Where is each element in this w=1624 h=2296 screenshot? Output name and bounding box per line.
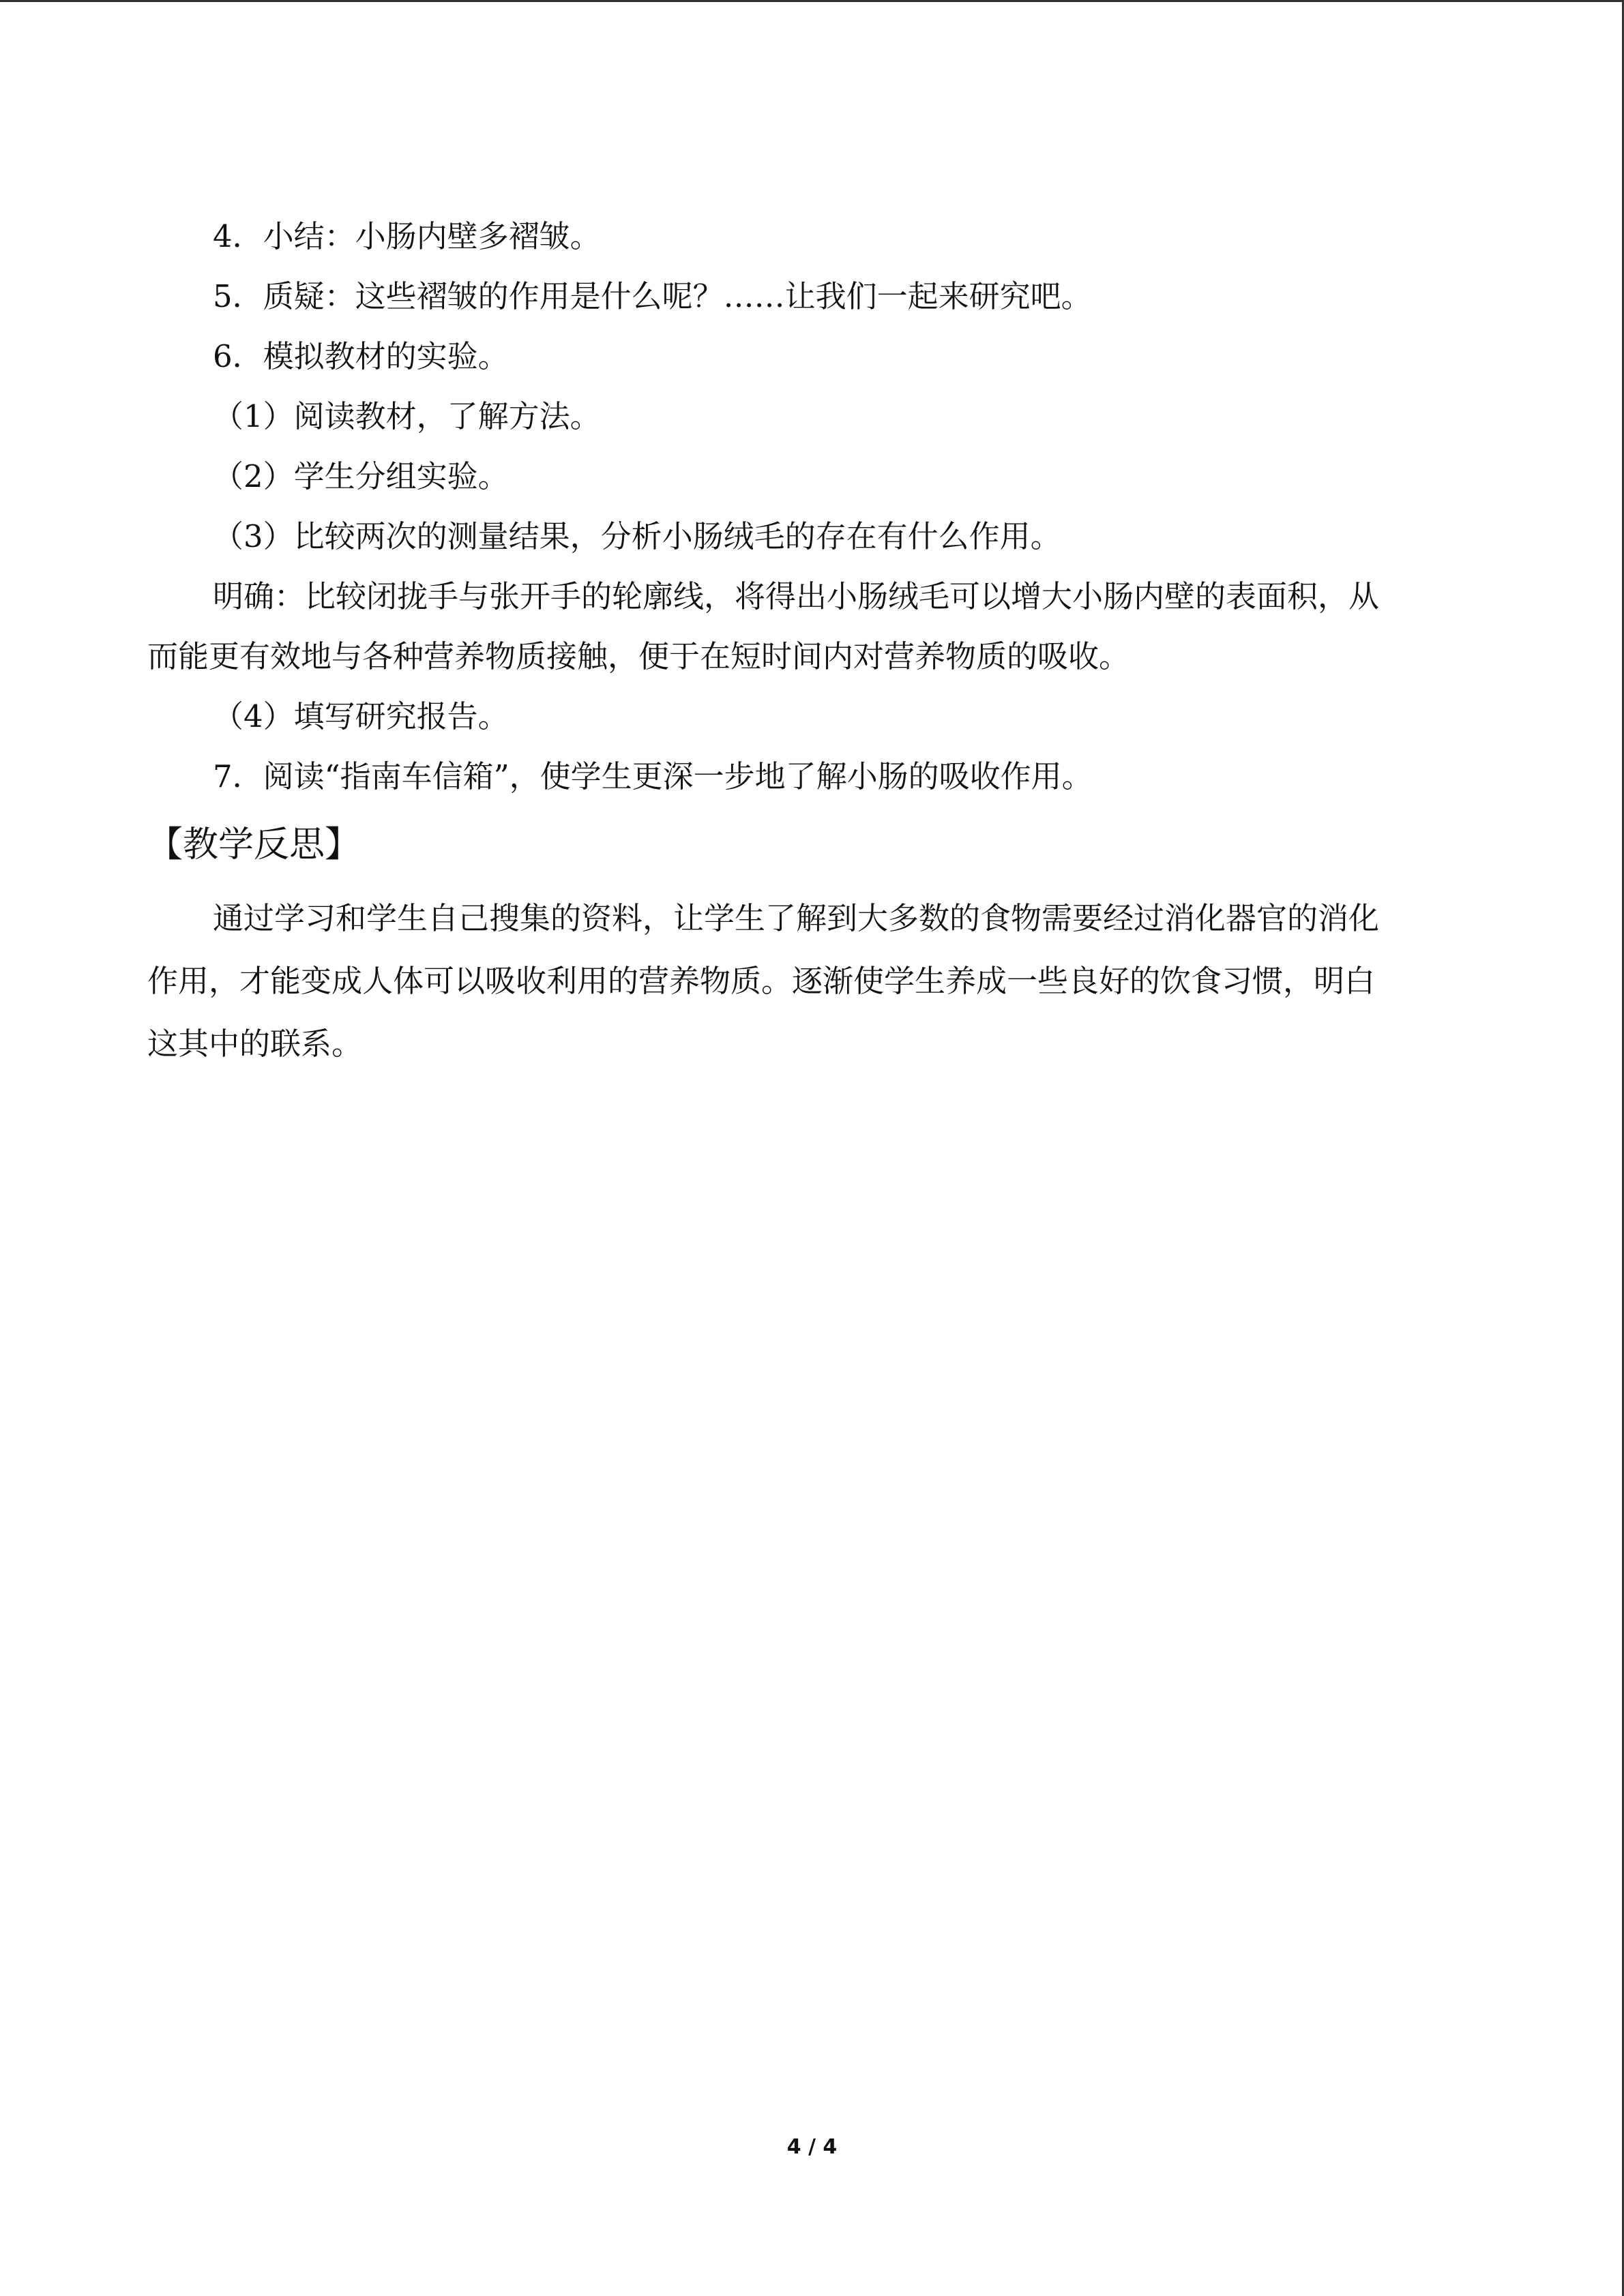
reflection-line-3: 这其中的联系。 <box>147 1026 363 1062</box>
step-5-question: 5．质疑：这些褶皱的作用是什么呢？……让我们一起来研究吧。 <box>213 278 1092 314</box>
reflection-heading: 【教学反思】 <box>147 824 361 865</box>
page-content <box>147 207 1457 1075</box>
step-6-experiment: 6．模拟教材的实验。 <box>213 338 509 374</box>
step-7-reading: 7．阅读“指南车信箱”，使学生更深一步地了解小肠的吸收作用。 <box>213 758 1093 794</box>
clarify-line-2: 而能更有效地与各种营养物质接触，便于在短时间内对营养物质的吸收。 <box>147 638 1130 674</box>
reflection-line-1: 通过学习和学生自己搜集的资料，让学生了解到大多数的食物需要经过消化器官的消化 <box>213 900 1380 936</box>
substep-3-compare: （3）比较两次的测量结果，分析小肠绒毛的存在有什么作用。 <box>213 518 1061 554</box>
clarify-line-1: 明确：比较闭拢手与张开手的轮廓线，将得出小肠绒毛可以增大小肠内壁的表面积，从 <box>213 578 1380 614</box>
page-number: 4 / 4 <box>786 2135 838 2159</box>
reflection-line-2: 作用，才能变成人体可以吸收利用的营养物质。逐渐使学生养成一些良好的饮食习惯，明白 <box>147 963 1376 999</box>
substep-1-read: （1）阅读教材，了解方法。 <box>213 398 601 434</box>
substep-4-report: （4）填写研究报告。 <box>213 698 509 734</box>
substep-2-group: （2）学生分组实验。 <box>213 458 509 494</box>
step-4-summary: 4．小结：小肠内壁多褶皱。 <box>213 218 601 254</box>
